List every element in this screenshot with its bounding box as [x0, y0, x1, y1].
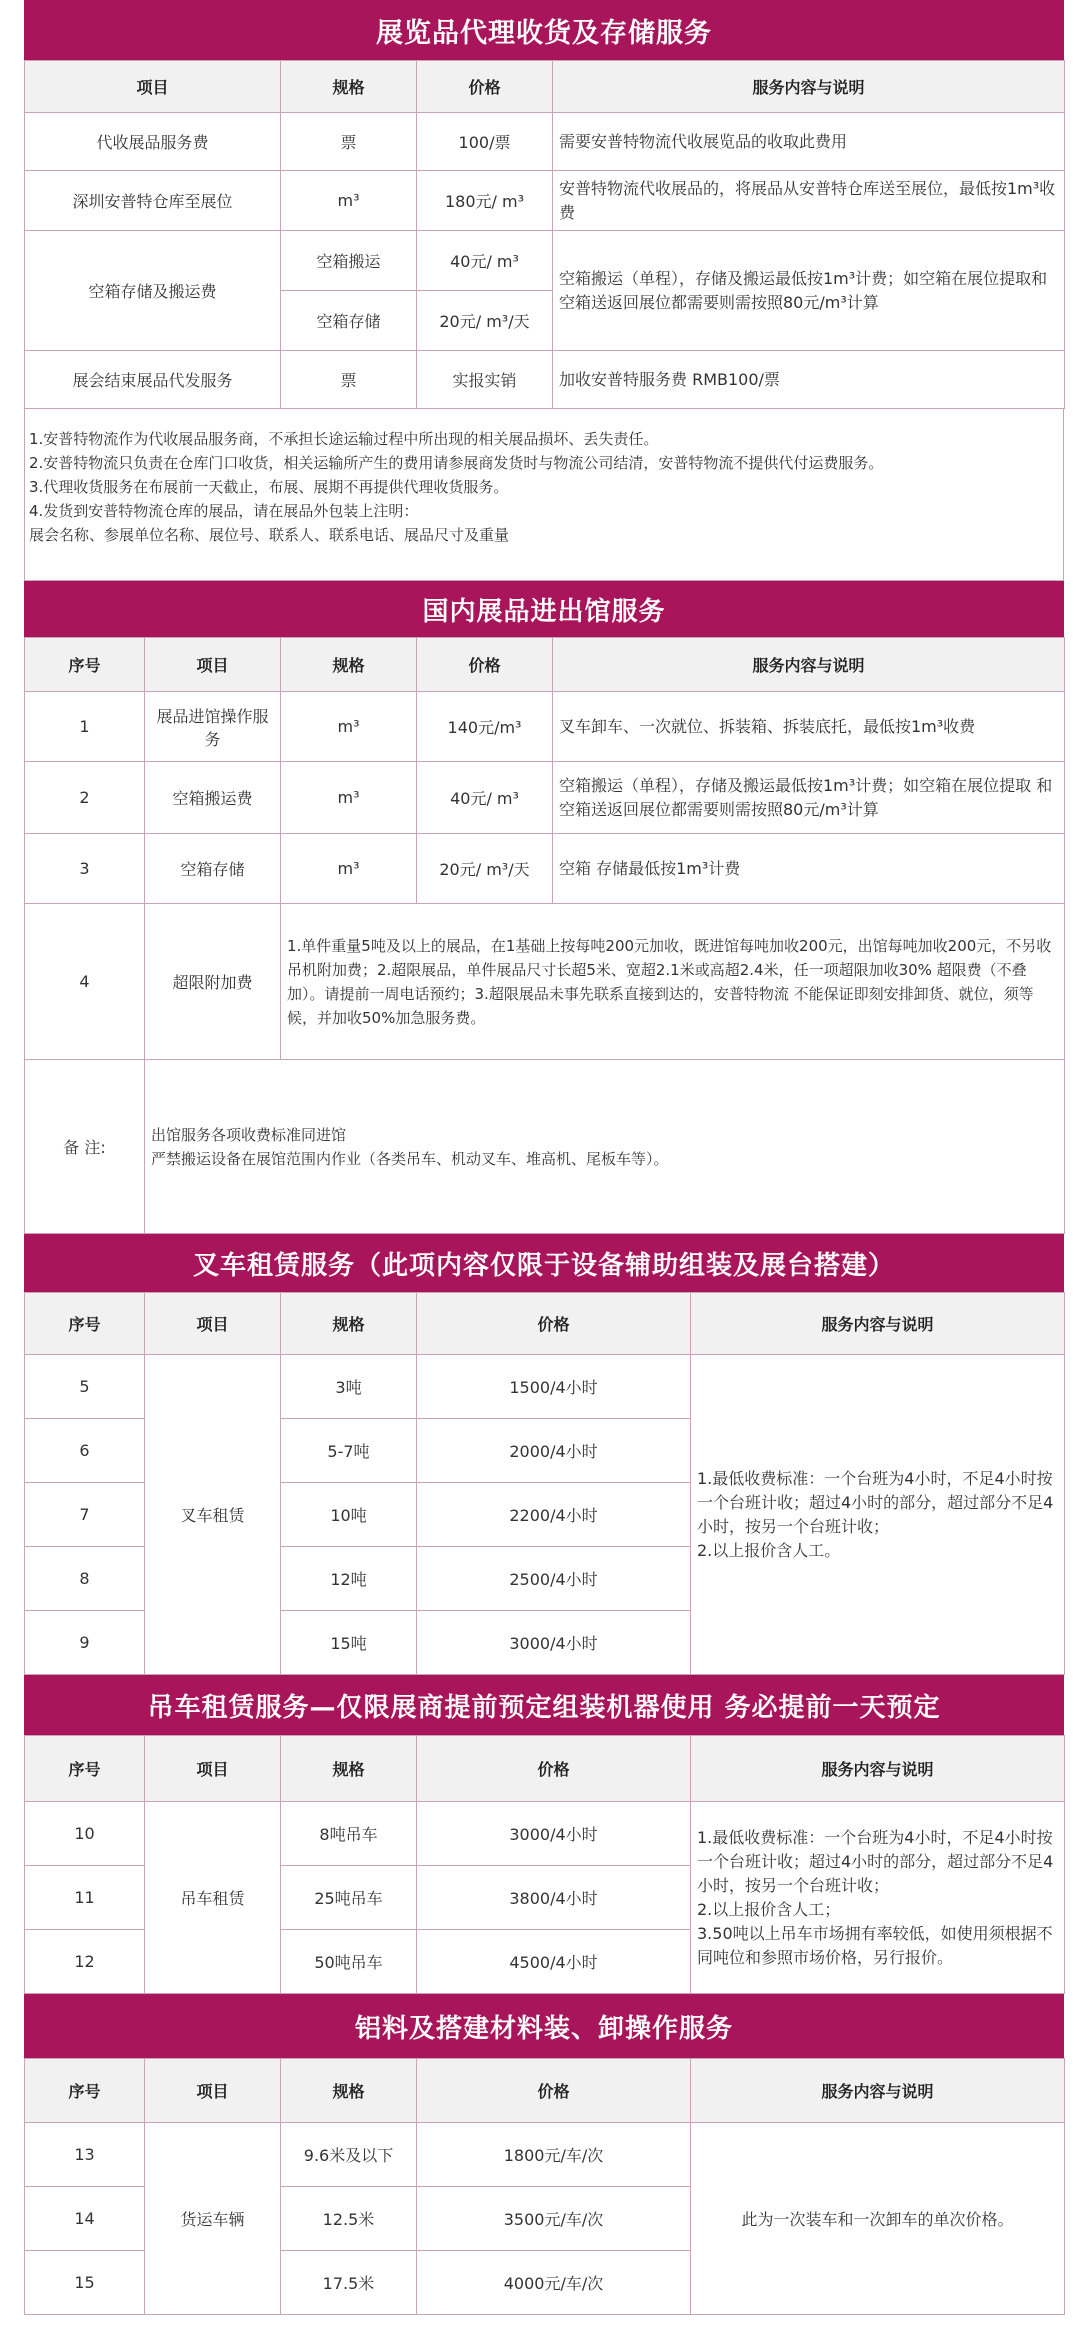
- section2-title: 国内展品进出馆服务: [422, 596, 666, 627]
- header-cell: 规格: [281, 1736, 417, 1802]
- header-cell: 序号: [25, 638, 145, 692]
- price-document: [24, 0, 1064, 2315]
- section1-title: 展览品代理收货及存储服务: [376, 17, 712, 49]
- header-cell: 服务内容与说明: [691, 1293, 1065, 1355]
- no-cell: 15: [25, 2251, 145, 2315]
- no-cell: 6: [25, 1419, 145, 1483]
- no-cell: 2: [25, 762, 145, 834]
- header-cell: 服务内容与说明: [553, 61, 1065, 113]
- table-row: [25, 351, 1065, 409]
- price-cell: 2200/4小时: [417, 1483, 691, 1547]
- header-cell: 项目: [145, 1293, 281, 1355]
- section1-banner: [24, 0, 1064, 60]
- table-header-row: [25, 61, 1065, 113]
- desc-cell: 1.单件重量5吨及以上的展品，在1基础上按每吨200元加收，既进馆每吨加收200元，出馆每吨加收200元，不另收吊机附加费；2.超限展品，单件展品尺寸长超5米、宽超2.1米或高超2.4米，任一项超限加收30% 超限费（不叠加）。请提前一周电话预约；3.超限展品未事先联系直接到达的，安普特物流 不能保证即刻安排卸货、就位，须等候，并加收50%加急服务费。: [281, 904, 1065, 1060]
- price-cell: 40元/ m³: [417, 762, 553, 834]
- header-cell: 服务内容与说明: [691, 2059, 1065, 2123]
- price-cell: 3000/4小时: [417, 1611, 691, 1675]
- table-header-row: [25, 1736, 1065, 1802]
- price-cell: 1800元/车/次: [417, 2123, 691, 2187]
- section5-table: [24, 2058, 1065, 2315]
- desc-cell: 空箱搬运（单程），存储及搬运最低按1m³计费；如空箱在展位提取和空箱送返回展位都需要则需按照80元/m³计算: [553, 231, 1065, 351]
- spec-cell: 3吨: [281, 1355, 417, 1419]
- desc-cell: 此为一次装车和一次卸车的单次价格。: [691, 2123, 1065, 2315]
- remark-line: 出馆服务各项收费标准同进馆: [151, 1125, 347, 1144]
- desc-line: 3.50吨以上吊车市场拥有率较低，如使用须根据不同吨位和参照市场价格，另行报价。: [697, 1923, 1053, 1967]
- header-cell: 规格: [281, 1293, 417, 1355]
- section3-table: [24, 1292, 1065, 1675]
- section2-banner: [24, 581, 1064, 637]
- header-cell: 规格: [281, 61, 417, 113]
- table-row: [25, 171, 1065, 231]
- header-cell: 序号: [25, 2059, 145, 2123]
- spec-cell: 50吨吊车: [281, 1930, 417, 1994]
- header-cell: 序号: [25, 1736, 145, 1802]
- desc-cell: 叉车卸车、一次就位、拆装箱、拆装底托，最低按1m³收费: [553, 692, 1065, 762]
- item-cell: 展会结束展品代发服务: [25, 351, 281, 409]
- table-row: [25, 1802, 1065, 1866]
- item-cell: 空箱存储及搬运费: [25, 231, 281, 351]
- no-cell: 11: [25, 1866, 145, 1930]
- price-cell: 100/票: [417, 113, 553, 171]
- desc-line: 2.以上报价含人工。: [697, 1540, 841, 1560]
- spec-cell: m³: [281, 762, 417, 834]
- section5-title: 铝料及搭建材料装、卸操作服务: [354, 2013, 733, 2044]
- section4-table: [24, 1735, 1065, 1994]
- item-cell: 展品进馆操作服务: [145, 692, 281, 762]
- table-row: [25, 762, 1065, 834]
- section3-banner: [24, 1234, 1064, 1292]
- spec-cell: 空箱搬运: [281, 231, 417, 291]
- desc-line: 2.以上报价含人工；: [697, 1899, 841, 1919]
- price-cell: 20元/ m³/天: [417, 834, 553, 904]
- table-row: [25, 834, 1065, 904]
- header-cell: 项目: [145, 2059, 281, 2123]
- desc-cell: 需要安普特物流代收展览品的收取此费用: [553, 113, 1065, 171]
- section2-table: [24, 637, 1065, 1234]
- header-cell: 规格: [281, 638, 417, 692]
- spec-cell: 9.6米及以下: [281, 2123, 417, 2187]
- spec-cell: 票: [281, 351, 417, 409]
- table-row: [25, 231, 1065, 291]
- price-cell: 1500/4小时: [417, 1355, 691, 1419]
- no-cell: 5: [25, 1355, 145, 1419]
- no-cell: 14: [25, 2187, 145, 2251]
- price-cell: 3800/4小时: [417, 1866, 691, 1930]
- no-cell: 13: [25, 2123, 145, 2187]
- section5-banner: [24, 1994, 1064, 2058]
- item-cell: 空箱搬运费: [145, 762, 281, 834]
- desc-cell: 加收安普特服务费 RMB100/票: [553, 351, 1065, 409]
- price-cell: 2000/4小时: [417, 1419, 691, 1483]
- no-cell: 12: [25, 1930, 145, 1994]
- no-cell: 9: [25, 1611, 145, 1675]
- price-cell: 2500/4小时: [417, 1547, 691, 1611]
- spec-cell: 12吨: [281, 1547, 417, 1611]
- no-cell: 3: [25, 834, 145, 904]
- remark-line: 严禁搬运设备在展馆范围内作业（各类吊车、机动叉车、堆高机、尾板车等）。: [151, 1149, 669, 1168]
- table-row: [25, 692, 1065, 762]
- price-cell: 实报实销: [417, 351, 553, 409]
- no-cell: 4: [25, 904, 145, 1060]
- section1-notes: [24, 409, 1064, 581]
- table-header-row: [25, 1293, 1065, 1355]
- spec-cell: 票: [281, 113, 417, 171]
- item-cell: 空箱存储: [145, 834, 281, 904]
- table-header-row: [25, 638, 1065, 692]
- header-cell: 服务内容与说明: [553, 638, 1065, 692]
- no-cell: 10: [25, 1802, 145, 1866]
- price-cell: 3500元/车/次: [417, 2187, 691, 2251]
- note-line: 4.发货到安普特物流仓库的展品，请在展品外包装上注明：: [29, 502, 419, 520]
- table-row: [25, 113, 1065, 171]
- price-cell: 3000/4小时: [417, 1802, 691, 1866]
- spec-cell: m³: [281, 834, 417, 904]
- header-cell: 价格: [417, 1736, 691, 1802]
- table-header-row: [25, 2059, 1065, 2123]
- desc-cell: [691, 1802, 1065, 1994]
- section1-table: [24, 60, 1065, 409]
- note-line: 3.代理收货服务在布展前一天截止，布展、展期不再提供代理收货服务。: [29, 478, 509, 496]
- remark-row: [25, 1060, 1065, 1234]
- desc-line: 1.最低收费标准：一个台班为4小时，不足4小时按一个台班计收；超过4小时的部分，超过部分不足4小时，按另一个台班计收；: [697, 1468, 1054, 1536]
- no-cell: 7: [25, 1483, 145, 1547]
- item-cell: 超限附加费: [145, 904, 281, 1060]
- section4-title: 吊车租赁服务—仅限展商提前预定组装机器使用 务必提前一天预定: [147, 1692, 941, 1723]
- header-cell: 项目: [145, 1736, 281, 1802]
- spec-cell: 10吨: [281, 1483, 417, 1547]
- price-cell: 4500/4小时: [417, 1930, 691, 1994]
- item-cell: 深圳安普特仓库至展位: [25, 171, 281, 231]
- price-cell: 20元/ m³/天: [417, 291, 553, 351]
- note-line: 1.安普特物流作为代收展品服务商，不承担长途运输过程中所出现的相关展品损坏、丢失责任。: [29, 430, 659, 448]
- price-cell: 140元/m³: [417, 692, 553, 762]
- header-cell: 价格: [417, 1293, 691, 1355]
- header-cell: 价格: [417, 2059, 691, 2123]
- no-cell: 8: [25, 1547, 145, 1611]
- item-cell: 代收展品服务费: [25, 113, 281, 171]
- desc-cell: 空箱 存储最低按1m³计费: [553, 834, 1065, 904]
- header-cell: 服务内容与说明: [691, 1736, 1065, 1802]
- remark-label: 备 注:: [25, 1060, 145, 1234]
- spec-cell: m³: [281, 692, 417, 762]
- spec-cell: m³: [281, 171, 417, 231]
- header-cell: 项目: [25, 61, 281, 113]
- header-cell: 项目: [145, 638, 281, 692]
- desc-line: 1.最低收费标准：一个台班为4小时，不足4小时按一个台班计收；超过4小时的部分，超过部分不足4小时，按另一个台班计收；: [697, 1827, 1054, 1895]
- item-cell: 吊车租赁: [145, 1802, 281, 1994]
- desc-cell: 安普特物流代收展品的，将展品从安普特仓库送至展位，最低按1m³收费: [553, 171, 1065, 231]
- remark-content: [145, 1060, 1065, 1234]
- section4-banner: [24, 1675, 1064, 1735]
- desc-cell: [691, 1355, 1065, 1675]
- spec-cell: 空箱存储: [281, 291, 417, 351]
- desc-cell: 空箱搬运（单程），存储及搬运最低按1m³计费；如空箱在展位提取 和空箱送返回展位都需要则需按照80元/m³计算: [553, 762, 1065, 834]
- spec-cell: 15吨: [281, 1611, 417, 1675]
- header-cell: 价格: [417, 638, 553, 692]
- note-line: 展会名称、参展单位名称、展位号、联系人、联系电话、展品尺寸及重量: [29, 526, 510, 544]
- header-cell: 价格: [417, 61, 553, 113]
- header-cell: 序号: [25, 1293, 145, 1355]
- item-cell: 货运车辆: [145, 2123, 281, 2315]
- spec-cell: 25吨吊车: [281, 1866, 417, 1930]
- note-line: 2.安普特物流只负责在仓库门口收货，相关运输所产生的费用请参展商发货时与物流公司结清，安普特物流不提供代付运费服务。: [29, 454, 884, 472]
- price-cell: 180元/ m³: [417, 171, 553, 231]
- spec-cell: 12.5米: [281, 2187, 417, 2251]
- price-cell: 40元/ m³: [417, 231, 553, 291]
- table-row: [25, 904, 1065, 1060]
- no-cell: 1: [25, 692, 145, 762]
- spec-cell: 8吨吊车: [281, 1802, 417, 1866]
- price-cell: 4000元/车/次: [417, 2251, 691, 2315]
- header-cell: 规格: [281, 2059, 417, 2123]
- table-row: [25, 2123, 1065, 2187]
- spec-cell: 5-7吨: [281, 1419, 417, 1483]
- table-row: [25, 1355, 1065, 1419]
- spec-cell: 17.5米: [281, 2251, 417, 2315]
- item-cell: 叉车租赁: [145, 1355, 281, 1675]
- section3-title: 叉车租赁服务（此项内容仅限于设备辅助组装及展台搭建）: [192, 1250, 895, 1281]
